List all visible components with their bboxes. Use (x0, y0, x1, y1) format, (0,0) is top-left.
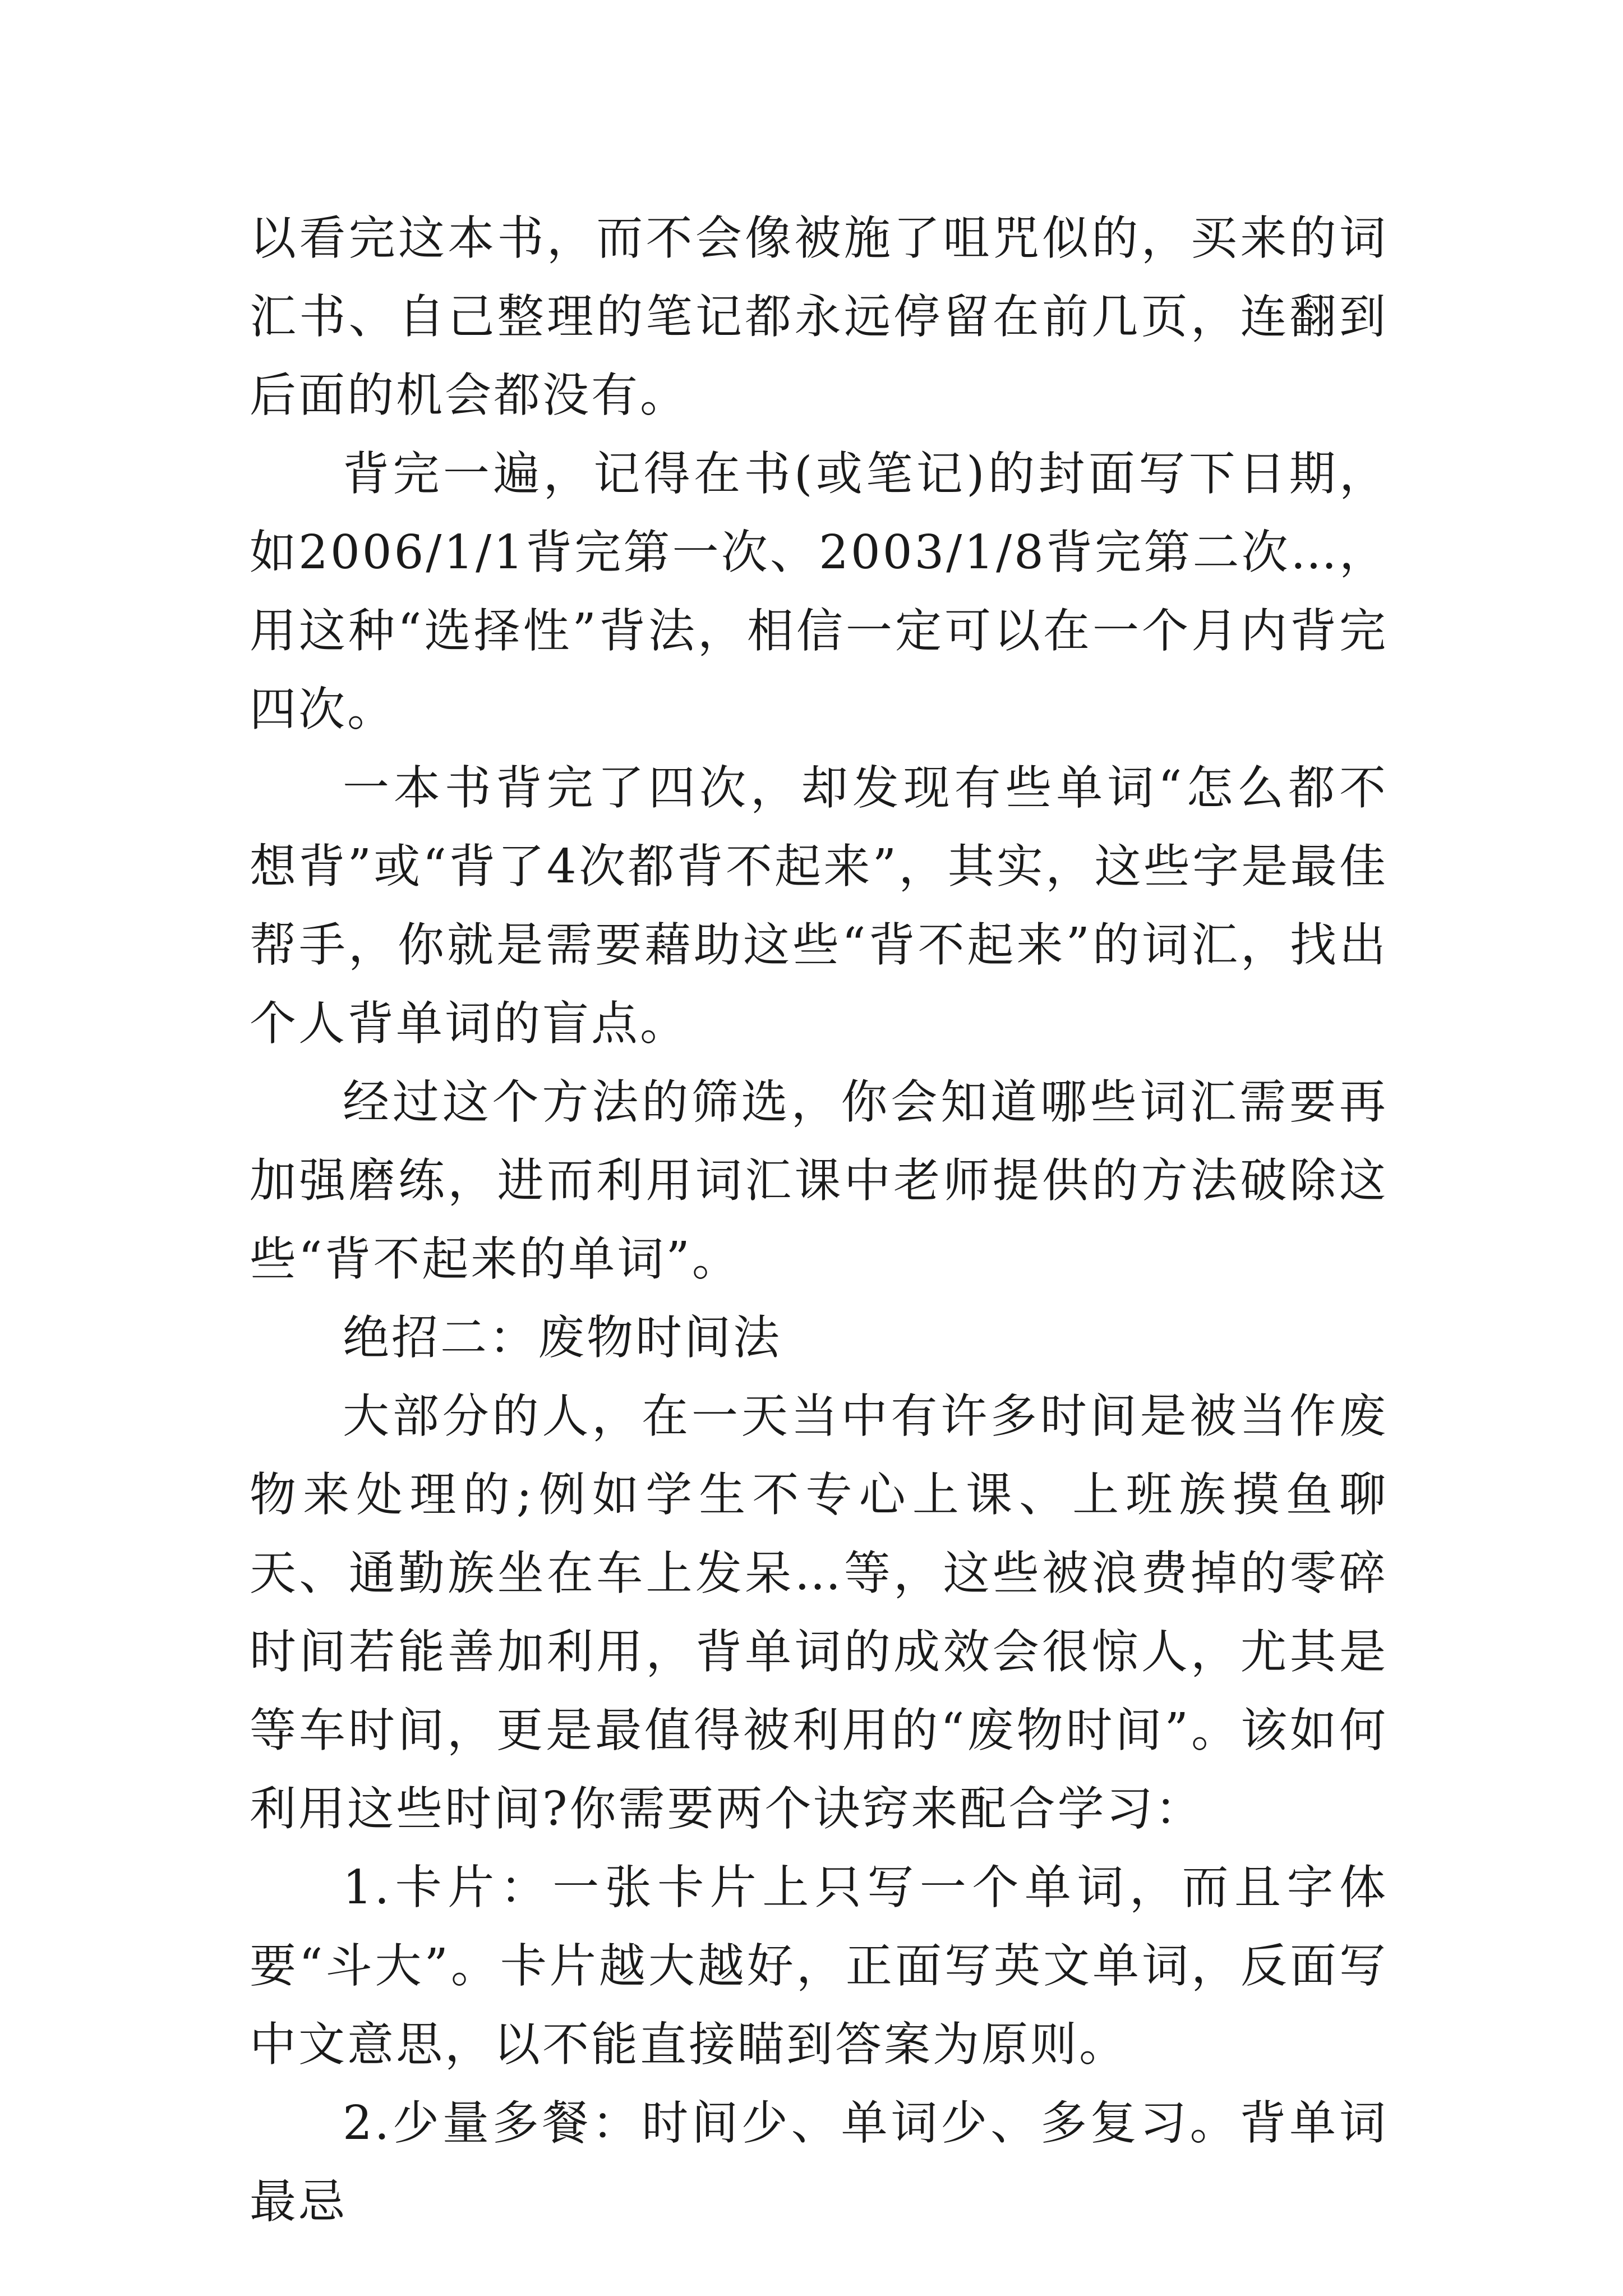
paragraph: 以看完这本书，而不会像被施了咀咒似的，买来的词汇书、自己整理的笔记都永远停留在前几页，连翻到后面的机会都没有。 (250, 211, 1388, 422)
body-text (250, 199, 1388, 2241)
paragraph: 背完一遍，记得在书(或笔记)的封面写下日期，如2006/1/1背完第一次、2003/1/8背完第二次…，用这种“选择性”背法，相信一定可以在一个月内背完四次。 (250, 447, 1388, 737)
list-item: 1.卡片：一张卡片上只写一个单词，而且字体要“斗大”。卡片越大越好，正面写英文单词，反面写中文意思，以不能直接瞄到答案为原则。 (250, 1860, 1388, 2072)
section-heading: 绝招二：废物时间法 (343, 1310, 782, 1365)
list-item: 2.少量多餐：时间少、单词少、多复习。背单词最忌 (250, 2096, 1388, 2229)
paragraph: 大部分的人，在一天当中有许多时间是被当作废物来处理的;例如学生不专心上课、上班族摸鱼聊天、通勤族坐在车上发呆…等，这些被浪费掉的零碎时间若能善加利用，背单词的成效会很惊人，尤其是等车时间，更是最值得被利用的“废物时间”。该如何利用这些时间?你需要两个诀窍来配合学习： (250, 1389, 1388, 1836)
paragraph: 一本书背完了四次，却发现有些单词“怎么都不想背”或“背了4次都背不起来”，其实，这些字是最佳帮手，你就是需要藉助这些“背不起来”的词汇，找出个人背单词的盲点。 (250, 761, 1388, 1051)
paragraph: 经过这个方法的筛选，你会知道哪些词汇需要再加强磨练，进而利用词汇课中老师提供的方法破除这些“背不起来的单词”。 (250, 1075, 1388, 1286)
